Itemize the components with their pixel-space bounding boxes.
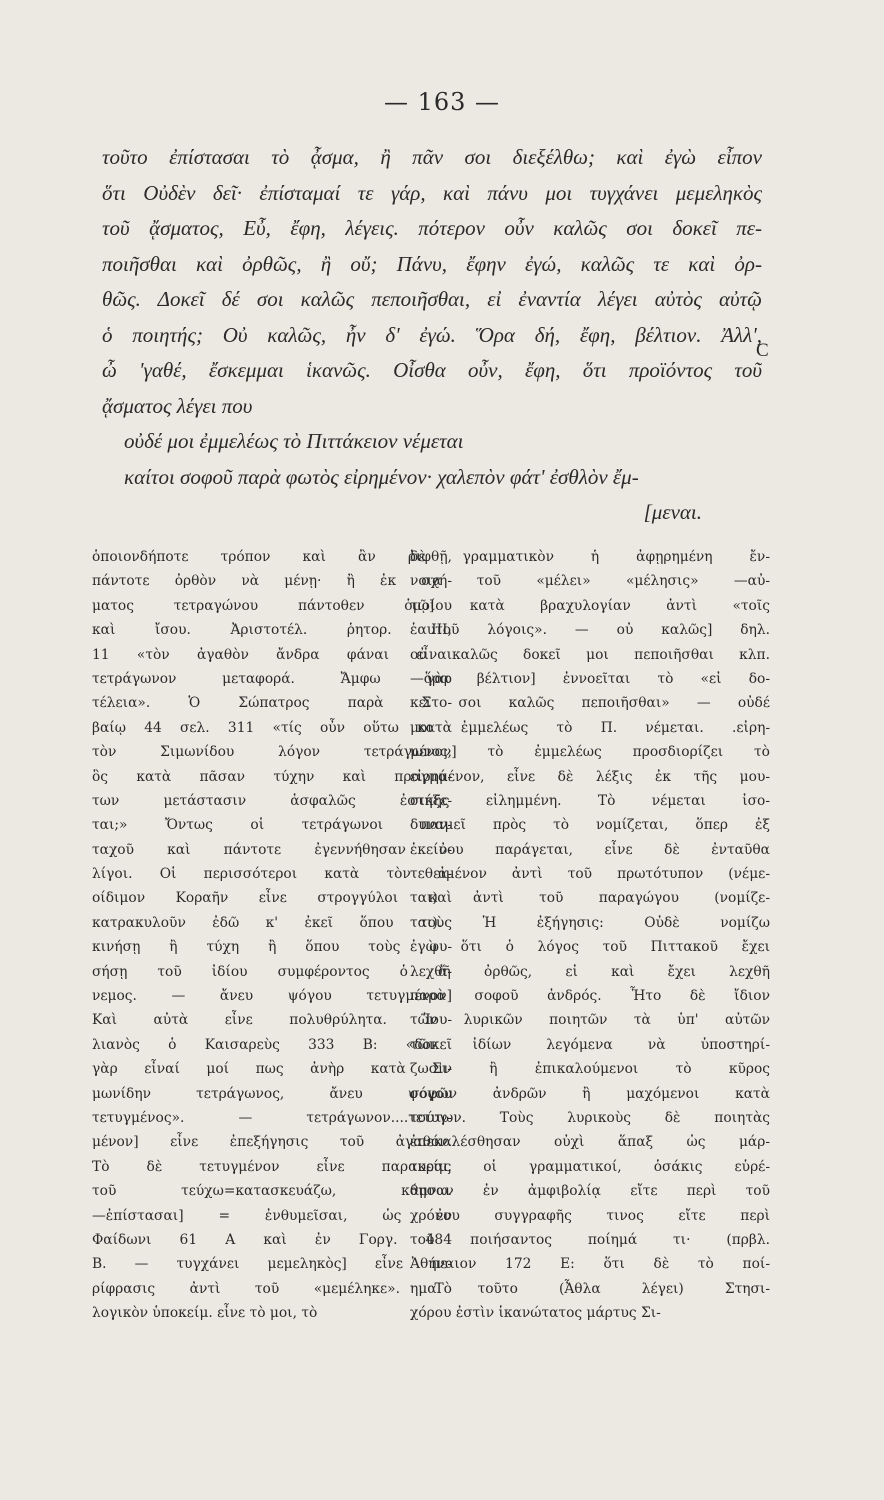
main-line: θῶς. Δοκεῖ δέ σοι καλῶς πεποιῆσθαι, εἰ ἐναντία λέγει αὐτὸς αὐτῷ: [102, 287, 762, 311]
commentary-line: ται). Ἡ ἐξήγησις: Οὐδὲ νομίζω: [410, 914, 770, 931]
commentary-line: μένον] εἶνε ἐπεξήγησις τοῦ ἀγαθόν.: [92, 1134, 452, 1151]
commentary-line: ημα τοῦτο (Ἆθλα λέγει) Στησι-: [410, 1280, 770, 1297]
margin-marker: C: [756, 340, 769, 361]
commentary-line: τέλεια». Ὁ Σώπατρος παρὰ Στο-: [92, 695, 452, 712]
main-line: ποιῆσθαι καὶ ὀρθῶς, ἢ οὔ; Πάνυ, ἔφην ἐγώ, καλῶς τε καὶ ὀρ-: [102, 251, 762, 276]
commentary-line: κινήσῃ ἢ τύχη ἢ ὅπου τοὺς φυ-: [92, 939, 452, 956]
commentary-line: τοῦ ποιήσαντος ποίημά τι· (πρβλ.: [410, 1231, 770, 1248]
commentary-line: μοι ἐμμελέως τὸ Π. νέμεται. .εἰρη-: [410, 719, 770, 736]
commentary-line: τοῦ τεύχω=κατασκευάζω, κάμνω.: [92, 1183, 452, 1200]
commentary-line: οὐ καλῶς δοκεῖ μοι πεποιῆσθαι κλπ.: [410, 646, 770, 663]
commentary-line: χόρου ἐστὶν ἱκανώτατος μάρτυς Σι-: [410, 1305, 661, 1322]
commentary-line: τεθειμένον ἀντὶ τοῦ πρωτότυπον (νέμε-: [410, 866, 770, 883]
main-text: [102, 140, 762, 531]
commentary-line: ἐγὼ ὅτι ὁ λόγος τοῦ Πιττακοῦ ἔχει: [410, 939, 770, 956]
commentary-line: δυναμεῖ πρὸς τὸ νομίζεται, ὅπερ ἐξ: [410, 817, 770, 834]
commentary-line: ὁποιονδήποτε τρόπον καὶ ἂν ῥιφθῇ,: [92, 549, 452, 565]
commentary-line: ματος τετραγώνου πάντοθεν ὁμοίου: [92, 597, 452, 614]
commentary-line: γὰρ εἶναί μοί πως ἀνὴρ κατὰ Σι-: [92, 1061, 452, 1078]
verse-line: καίτοι σοφοῦ παρὰ φωτὸς εἰρημένον· χαλεπὸν φάτ' ἐσθλὸν ἔμ-: [124, 464, 639, 489]
commentary-line: των μετάστασιν ἀσφαλῶς ἐστήξε-: [92, 792, 452, 809]
commentary-line: ρίφρασις ἀντὶ τοῦ «μεμέληκε». Τὸ: [92, 1280, 452, 1297]
commentary-line: τῶν ἰδίων λεγόμενα νὰ ὑποστηρί-: [410, 1036, 770, 1053]
main-line: ὅτι Οὐδὲν δεῖ· ἐπίσταμαί τε γάρ, καὶ πάνυ μοι τυγχάνει μεμεληκὸς: [102, 180, 762, 205]
commentary-line: ται;» Ὄντως οἱ τετράγωνοι παν-: [92, 817, 452, 834]
commentary-line: κεῖ σοι καλῶς πεποιῆσθαι» — οὐδέ: [410, 695, 770, 712]
commentary-line: ὃς κατὰ πᾶσαν τύχην καὶ πραγμά-: [92, 768, 452, 785]
main-line: ὦ 'γαθέ, ἔσκεμμαι ἱκανῶς. Οἶσθα οὖν, ἔφη, ὅτι προϊόντος τοῦ: [102, 358, 762, 382]
commentary-line: τῶν λυρικῶν ποιητῶν τὰ ὑπ' αὐτῶν: [410, 1012, 770, 1029]
commentary-line: κατρακυλοῦν ἐδῶ κ' ἐκεῖ ὅπου τοὺς: [92, 914, 452, 931]
main-line: τοῦ ᾄσματος, Εὖ, ἔφη, λέγεις. πότερον οὖν καλῶς σοι δοκεῖ πε-: [102, 216, 762, 240]
main-line: τοῦτο ἐπίστασαι τὸ ᾆσμα, ἢ πᾶν σοι διεξέλθω; καὶ ἐγὼ εἶπον: [102, 145, 762, 169]
commentary-line: B. — τυγχάνει μεμεληκὸς] εἶνε πε-: [92, 1256, 452, 1273]
main-line: ᾄσματος λέγει που: [102, 393, 253, 418]
commentary-line: ταχοῦ καὶ πάντοτε ἐγεννήθησαν ὀ-: [92, 841, 452, 858]
commentary-line: λίγοι. Οἱ περισσότεροι κατὰ τὸν ἀ-: [92, 866, 452, 883]
commentary-line: νεμος. — ἄνευ ψόγου τετυγμένον]: [92, 988, 452, 1005]
commentary-line: 11 «τὸν ἀγαθὸν ἄνδρα φάναι εἶναι: [92, 646, 452, 663]
commentary-line: λογικὸν ὑποκείμ. εἶνε τὸ μοι, τὸ: [92, 1305, 318, 1322]
commentary-line: τετυγμένος». — τετράγωνον....τετυγ-: [92, 1109, 452, 1126]
commentary-line: ζωσιν ἢ ἐπικαλούμενοι τὸ κῦρος: [410, 1061, 770, 1078]
commentary-left-column: [92, 545, 452, 1326]
commentary-line: τὸν Σιμωνίδου λόγον τετράγωνος,: [92, 744, 452, 761]
commentary-line: χρόνου συγγραφῆς τινος εἴτε περὶ: [410, 1207, 770, 1224]
commentary-line: τῷ] κατὰ βραχυλογίαν ἀντὶ «τοῖς: [410, 597, 770, 614]
commentary-right-column: [410, 545, 770, 1326]
commentary-line: νοια τοῦ «μέλει» «μέλησις» —αὐ-: [410, 573, 770, 590]
commentary-line: —ὅρα βέλτιον] ἐννοεῖται τὸ «εἰ δο-: [410, 670, 770, 687]
commentary-line: ται) ἀντὶ τοῦ παραγώγου (νομίζε-: [410, 890, 770, 907]
commentary-line: μένον] τὸ ἐμμελέως προσδιορίζει τὸ: [410, 744, 770, 761]
commentary-line: παρὰ σοφοῦ ἀνδρός. Ἦτο δὲ ἴδιον: [410, 988, 770, 1005]
commentary-line: εἰρημένον, εἶνε δὲ λέξις ἐκ τῆς μου-: [410, 768, 770, 785]
commentary-line: σοφῶν ἀνδρῶν ἢ μαχόμενοι κατὰ: [410, 1085, 770, 1102]
commentary-line: μωνίδην τετράγωνος, ἄνευ ψόγου: [92, 1085, 452, 1102]
commentary-line: λιανὸς ὁ Καισαρεὺς 333 B: «δοκεῖ: [92, 1036, 452, 1053]
commentary-line: πάντοτε ὀρθὸν νὰ μένῃ· ἢ ἐκ σχή-: [92, 573, 452, 590]
commentary-line: θησαν ἐν ἀμφιβολίᾳ εἴτε περὶ τοῦ: [410, 1183, 770, 1200]
commentary-line: Καὶ αὐτὰ εἶνε πολυθρύλητα. Ἰου-: [92, 1012, 452, 1029]
verse-line: οὐδέ μοι ἐμμελέως τὸ Πιττάκειον νέμεται: [124, 429, 464, 453]
commentary-line: Τὸ δὲ τετυγμένον εἶνε παρακείμ.: [92, 1158, 452, 1175]
commentary-line: τυρας οἱ γραμματικοί, ὁσάκις εὑρέ-: [410, 1158, 770, 1175]
commentary-line: ἐπεκαλέσθησαν οὐχὶ ἅπαξ ὡς μάρ-: [410, 1134, 770, 1151]
commentary-line: τετράγωνον μεταφορά. Ἄμφω γὰρ: [92, 670, 452, 687]
verse-line-continuation: [μεναι.: [643, 500, 702, 524]
main-line: ὁ ποιητής; Οὐ καλῶς, ἦν δ' ἐγώ. Ὅρα δή, ἔφη, βέλτιον. Ἀλλ',: [102, 322, 762, 347]
commentary-line: οίδιμον Κοραῆν εἶνε στρογγύλοι καὶ: [92, 890, 452, 907]
commentary-line: δὲ γραμματικὸν ἡ ἀφῃρημένη ἔν-: [410, 549, 770, 565]
commentary-line: ἑαυτοῦ λόγοις». — οὐ καλῶς] δηλ.: [410, 622, 770, 639]
commentary-line: καὶ ἴσου. Ἀριστοτέλ. ῥητορ. III,: [92, 622, 452, 639]
commentary-line: σήσῃ τοῦ ἰδίου συμφέροντος ὁ ἄ-: [92, 963, 452, 980]
commentary-line: βαίῳ 44 σελ. 311 «τίς οὖν οὕτω κατὰ: [92, 719, 452, 736]
commentary-line: τούτων. Τοὺς λυρικοὺς δὲ ποιητὰς: [410, 1109, 770, 1126]
commentary-line: λεχθῆ ὀρθῶς, εἰ καὶ ἔχει λεχθῆ: [410, 963, 770, 980]
commentary-line: ἐκείνου παράγεται, εἶνε δὲ ἐνταῦθα: [410, 841, 770, 858]
page-number: — 163 —: [383, 88, 501, 116]
commentary-line: —ἐπίστασαι] = ἐνθυμεῖσαι, ὡς ἐν: [92, 1207, 452, 1224]
commentary-line: σικῆς εἰλημμένη. Τὸ νέμεται ἰσο-: [410, 792, 770, 809]
commentary-line: Ἀθήναιον 172 E: ὅτι δὲ τὸ ποί-: [410, 1256, 770, 1273]
commentary-line: Φαίδωνι 61 A καὶ ἐν Γοργ. 484: [92, 1231, 452, 1248]
